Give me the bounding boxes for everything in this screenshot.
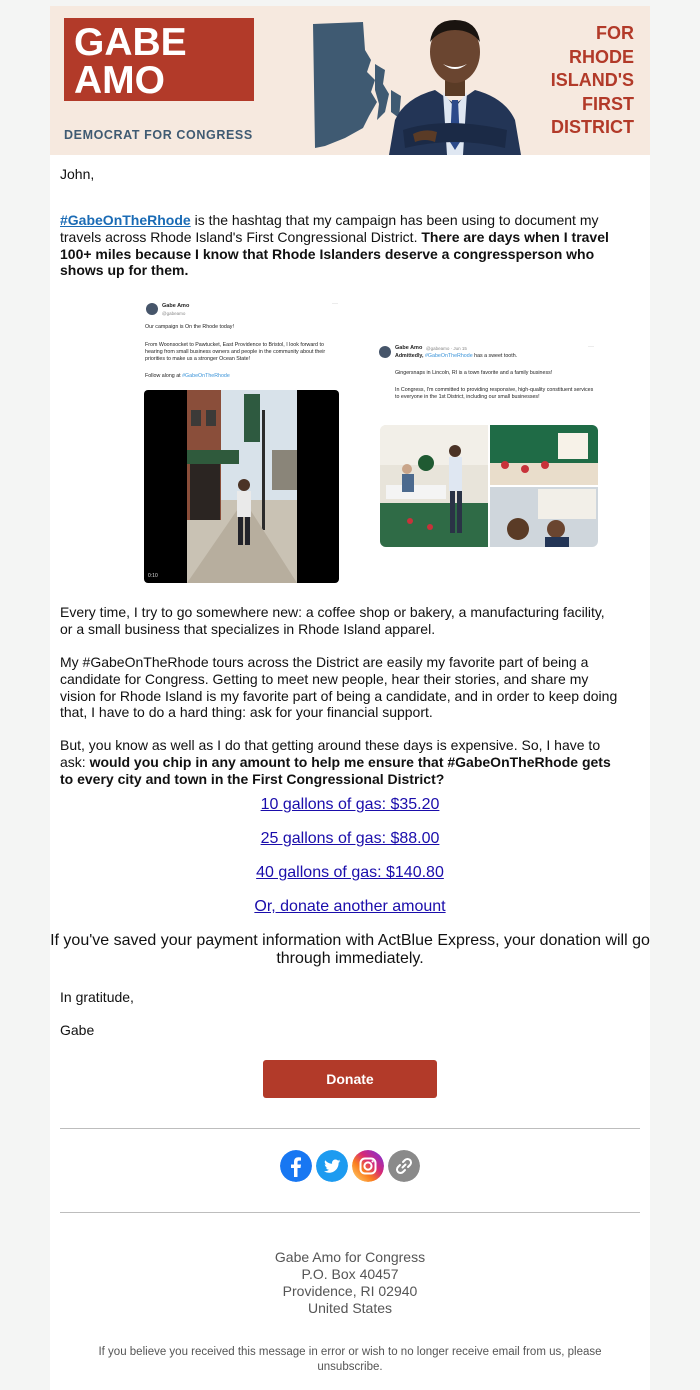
tweet-embed-1[interactable] — [142, 298, 344, 580]
paragraph-every-time: Every time, I try to go somewhere new: a coffee shop or bakery, a manufacturing facility, or a small business that specializes in Rhode Island apparel. — [60, 604, 605, 637]
tweet-text-3 — [145, 373, 335, 380]
donate-link-10-gallons[interactable]: 10 gallons of gas: $35.20 — [260, 796, 440, 813]
tweet-text-2: Gingersnaps in Lincoln, RI is a town favorite and a family business! — [395, 370, 553, 376]
tweet-handle: @gabeamo · Jun 15 — [426, 346, 467, 351]
tweet-text-3: In Congress, I'm committed to providing responsive, high-quality constituent services to everyone in the 1st District, including our small businesses! — [395, 387, 594, 400]
greeting: John, — [60, 166, 95, 182]
paragraph-tours: My #GabeOnTheRhode tours across the District are easily my favorite part of being a candidate for Congress. Getting to meet new people, hear their stories, and share my vision for Rhode Island is my favorite part of being a candidate, and in order to keep doing that, I have to do a hard thing: ask for your financial support. — [60, 654, 618, 721]
divider — [60, 1128, 640, 1129]
hashtag-link[interactable]: #GabeOnTheRhode — [60, 212, 191, 228]
divider — [60, 1212, 640, 1213]
more-icon: ··· — [588, 344, 594, 350]
video-timestamp: 0:10 — [148, 573, 158, 579]
street-scene-image — [144, 390, 339, 583]
bakery-photos — [380, 425, 598, 547]
header-banner — [50, 6, 650, 155]
footer-city: Providence, RI 02940 — [282, 1283, 418, 1299]
tagline-line: DISTRICT — [551, 117, 634, 137]
tweet-photo-grid[interactable] — [380, 425, 598, 547]
tweet-text-1: Our campaign is On the Rhode today! — [145, 324, 234, 330]
footer-country: United States — [307, 1300, 393, 1316]
tweet-hashtag-link[interactable]: #GabeOnTheRhode — [424, 353, 473, 359]
tagline-line: RHODE — [568, 46, 634, 67]
tweet-text-bold: Admittedly, — [395, 353, 424, 359]
tweet-text-2: From Woonsocket to Pawtucket, East Providence to Bristol, I look forward to hearing from small business owners and people in the community about their priorities to make us a stronger Ocean State! — [145, 342, 326, 362]
facebook-icon[interactable] — [280, 1150, 312, 1182]
tagline-line: ISLAND'S — [550, 70, 634, 90]
ask-text: But, you know as well as I do that getting around these days is expensive. So, I have to ask: — [60, 737, 601, 770]
donate-link-25-gallons[interactable]: 25 gallons of gas: $88.00 — [260, 830, 440, 847]
campaign-logo — [64, 18, 254, 101]
tweet-video[interactable] — [144, 390, 339, 583]
tagline-line: FIRST — [582, 93, 634, 114]
tweet-author: Gabe Amo — [162, 303, 190, 309]
donate-link-40-gallons[interactable]: 40 gallons of gas: $140.80 — [256, 864, 444, 881]
donate-link-other-amount[interactable]: Or, donate another amount — [254, 898, 446, 915]
intro-bold: There are days when I travel 100+ miles because I know that Rhode Islanders deserve a congressperson who shows up for them. — [60, 228, 609, 279]
actblue-express-note: If you've saved your payment information with ActBlue Express, your donation will go through immediately. — [50, 932, 650, 967]
more-icon: ··· — [332, 301, 338, 307]
tweet-handle: @gabeamo — [162, 311, 186, 316]
footer-address — [50, 1249, 650, 1317]
twitter-icon[interactable] — [316, 1150, 348, 1182]
tweet-author: Gabe Amo — [395, 345, 423, 351]
tweet-text-rest: has a sweet tooth. — [472, 353, 518, 359]
candidate-photo — [385, 12, 525, 155]
tweet-text-prefix: Follow along at — [145, 373, 183, 379]
tagline-line: FOR — [596, 23, 634, 43]
unsubscribe-note[interactable]: If you believe you received this message in error or wish to no longer receive email from us, please unsubscribe. — [98, 1346, 602, 1373]
avatar — [379, 346, 391, 358]
signature: Gabe — [60, 1022, 95, 1038]
logo-line-1: GABE — [74, 21, 187, 64]
avatar — [146, 303, 158, 315]
link-icon[interactable] — [388, 1150, 420, 1182]
ask-bold: would you chip in any amount to help me ensure that #GabeOnTheRhode gets to every city and town in the First Congressional District? — [60, 753, 611, 787]
logo-subtitle: DEMOCRAT FOR CONGRESS — [64, 128, 253, 142]
closing: In gratitude, — [60, 989, 134, 1005]
footer-org: Gabe Amo for Congress — [274, 1249, 426, 1265]
logo-line-2: AMO — [74, 59, 165, 102]
intro-paragraph — [60, 212, 620, 279]
tweet-hashtag-link[interactable]: #GabeOnTheRhode — [182, 373, 230, 379]
footer-po-box: P.O. Box 40457 — [301, 1266, 399, 1282]
paragraph-ask — [60, 737, 620, 787]
tweet-embed-2[interactable] — [375, 336, 600, 544]
intro-text: is the hashtag that my campaign has been using to document my travels across Rhode Island's First Congressional District. — [60, 212, 599, 245]
tweet-text-1 — [395, 353, 595, 360]
donate-button[interactable]: Donate — [263, 1060, 437, 1098]
email-body — [50, 6, 650, 1390]
instagram-icon[interactable] — [352, 1150, 384, 1182]
banner-tagline — [520, 22, 634, 140]
